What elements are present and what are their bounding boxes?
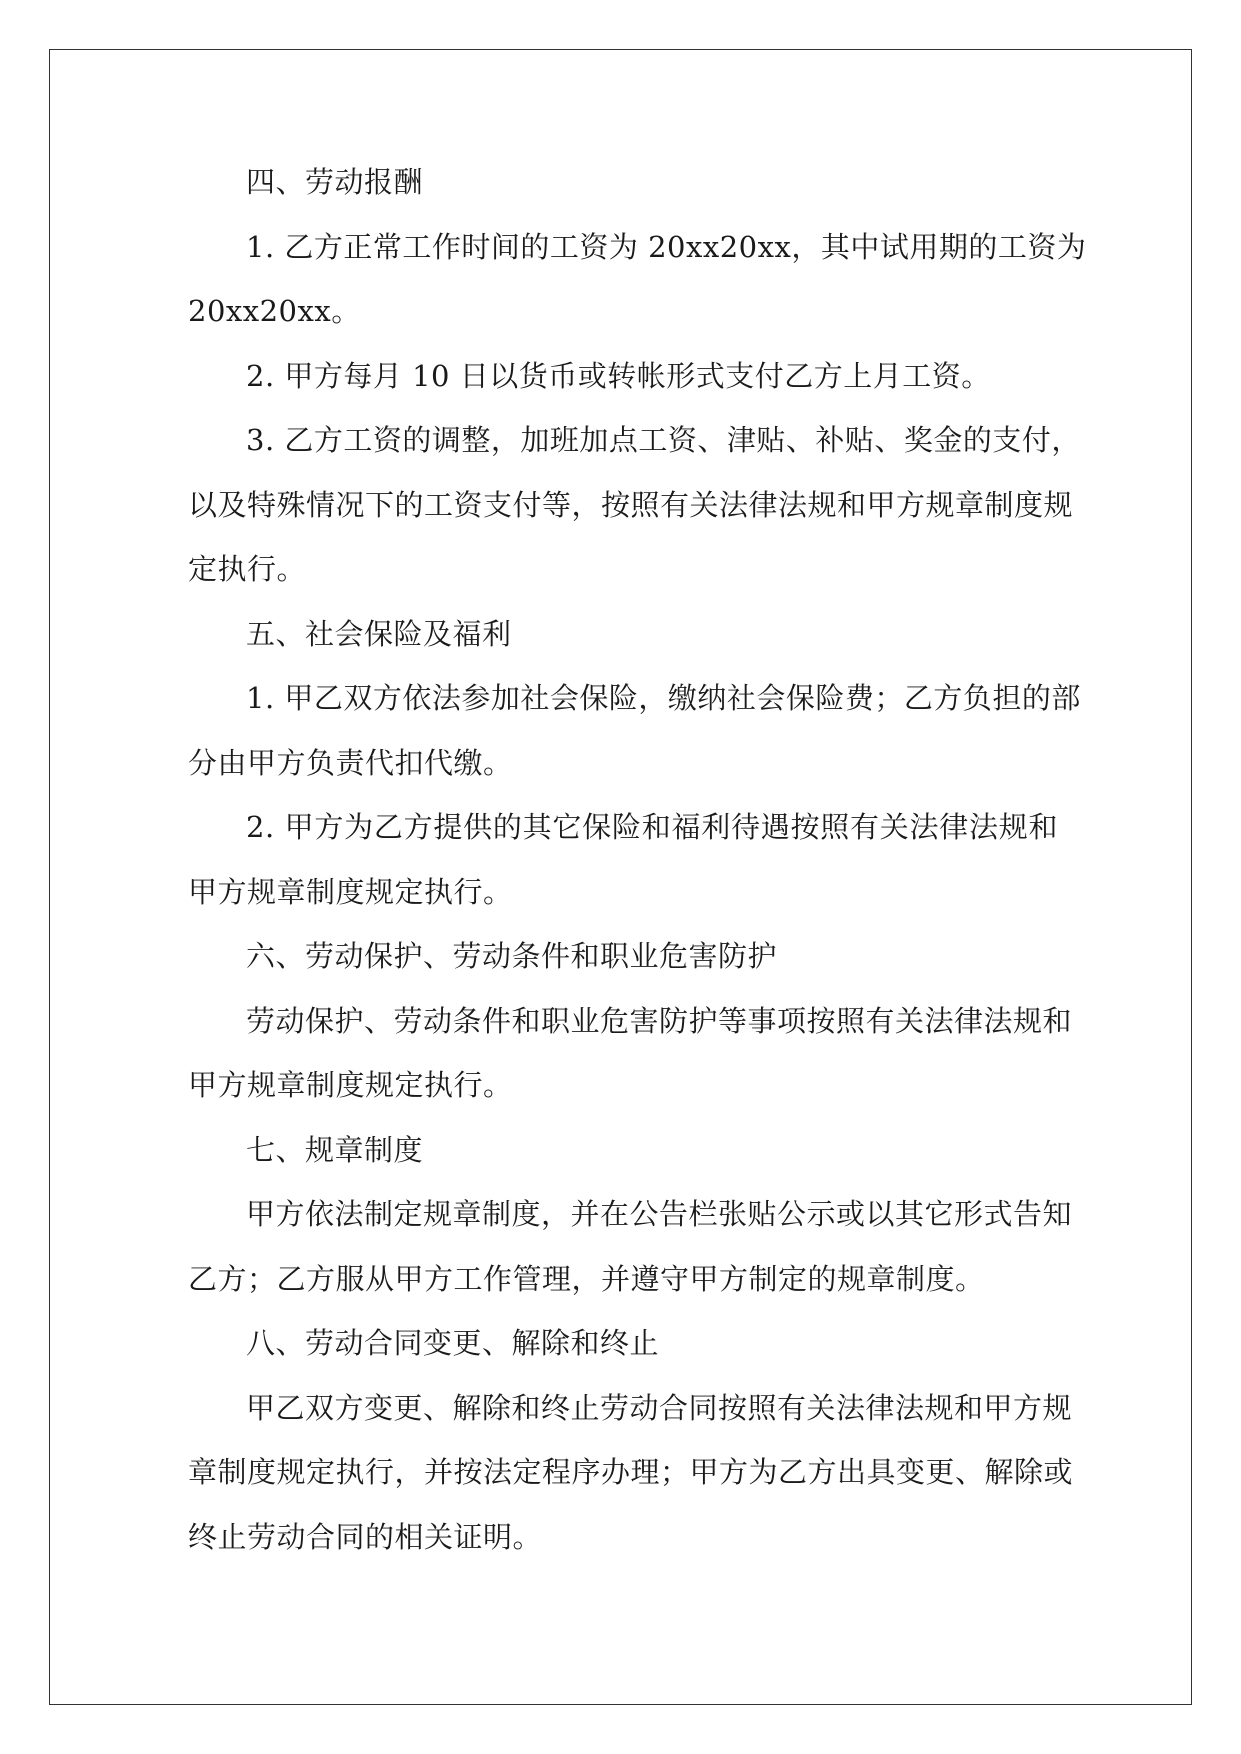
section-heading-remuneration: 四、劳动报酬 <box>246 165 424 199</box>
document-body <box>188 150 1087 1569</box>
paragraph-line: 2. 甲方每月 10 日以货币或转帐形式支付乙方上月工资。 <box>246 358 991 393</box>
section-heading-social-insurance: 五、社会保险及福利 <box>246 616 512 651</box>
section-heading-contract-change: 八、劳动合同变更、解除和终止 <box>246 1326 660 1360</box>
paragraph-line: 甲方规章制度规定执行。 <box>188 874 513 909</box>
paragraph-line: 分由甲方负责代扣代缴。 <box>188 745 513 780</box>
paragraph-line: 20xx20xx。 <box>188 294 361 328</box>
paragraph-line: 定执行。 <box>188 552 307 586</box>
paragraph-line: 甲方规章制度规定执行。 <box>188 1068 513 1102</box>
paragraph-line: 甲乙双方变更、解除和终止劳动合同按照有关法律法规和甲方规 <box>246 1390 1073 1425</box>
paragraph-line: 劳动保护、劳动条件和职业危害防护等事项按照有关法律法规和 <box>246 1003 1073 1038</box>
paragraph-line: 以及特殊情况下的工资支付等，按照有关法律法规和甲方规章制度规 <box>188 487 1074 522</box>
paragraph-line: 章制度规定执行，并按法定程序办理；甲方为乙方出具变更、解除或 <box>188 1455 1074 1489</box>
paragraph-line: 1. 乙方正常工作时间的工资为 20xx20xx，其中试用期的工资为 <box>246 229 1087 264</box>
paragraph-line: 3. 乙方工资的调整，加班加点工资、津贴、补贴、奖金的支付， <box>246 423 1081 457</box>
paragraph-line: 1. 甲乙双方依法参加社会保险，缴纳社会保险费；乙方负担的部 <box>246 681 1081 715</box>
paragraph-line: 乙方；乙方服从甲方工作管理，并遵守甲方制定的规章制度。 <box>188 1261 985 1296</box>
paragraph-line: 2. 甲方为乙方提供的其它保险和福利待遇按照有关法律法规和 <box>246 810 1058 844</box>
section-heading-labor-protection: 六、劳动保护、劳动条件和职业危害防护 <box>246 939 778 973</box>
paragraph-line: 甲方依法制定规章制度，并在公告栏张贴公示或以其它形式告知 <box>246 1197 1073 1231</box>
section-heading-rules: 七、规章制度 <box>246 1132 424 1167</box>
paragraph-line: 终止劳动合同的相关证明。 <box>188 1519 543 1554</box>
